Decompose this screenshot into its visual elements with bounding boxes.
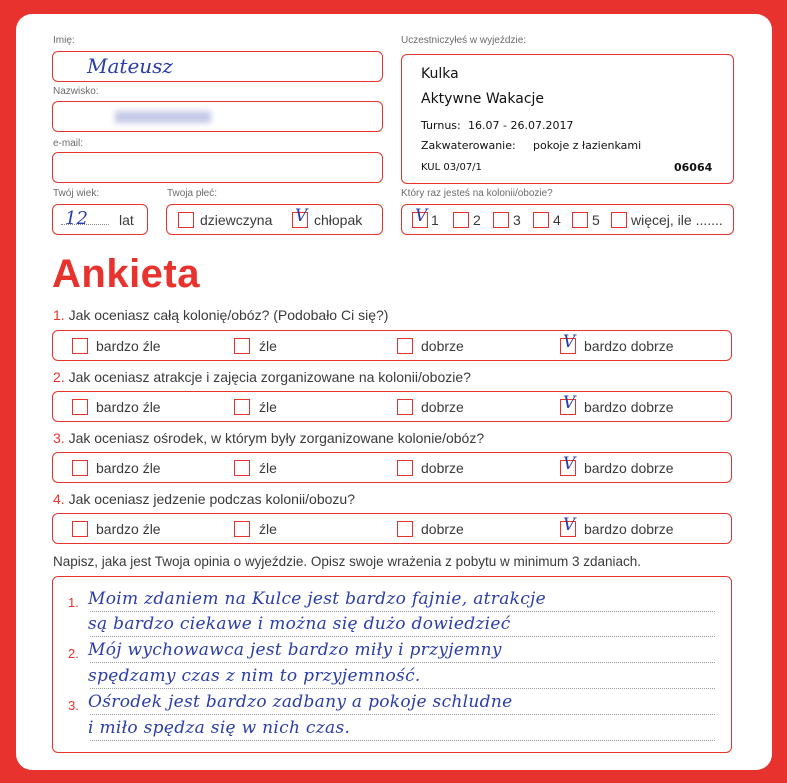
- q1-dobrze-label: dobrze: [421, 338, 464, 354]
- q2-bardzo-zle-checkbox[interactable]: [72, 399, 88, 415]
- times-label: Który raz jesteś na kolonii/obozie?: [401, 188, 553, 199]
- q3-bardzo-dobrze-label: bardzo dobrze: [584, 460, 674, 476]
- trip-code: KUL 03/07/1: [421, 162, 482, 173]
- question-3-answers: [52, 452, 732, 483]
- turnus-value: 16.07 - 26.07.2017: [468, 119, 574, 132]
- times-5-label: 5: [592, 212, 600, 228]
- question-4: [53, 491, 355, 507]
- essay-line-1: Moim zdaniem na Kulce jest bardzo fajnie, atrakcje: [88, 589, 546, 609]
- times-3-checkbox[interactable]: [493, 212, 509, 228]
- survey-title: Ankieta: [52, 252, 200, 296]
- essay-line-5: Ośrodek jest bardzo zadbany a pokoje schludne: [88, 692, 513, 712]
- q1-zle-checkbox[interactable]: [234, 338, 250, 354]
- accommodation-value: pokoje z łazienkami: [533, 139, 642, 152]
- q3-bardzo-dobrze-checkbox[interactable]: [560, 454, 576, 476]
- question-4-answers: [52, 513, 732, 544]
- q2-bardzo-dobrze-checkbox[interactable]: [560, 393, 576, 415]
- age-unit: lat: [119, 212, 134, 228]
- q2-tick: V: [563, 393, 576, 413]
- question-2-number: 2.: [53, 369, 65, 385]
- last-name-field[interactable]: [52, 101, 383, 132]
- trip-label: Uczestniczyłeś w wyjeździe:: [401, 35, 527, 46]
- gender-girl-checkbox[interactable]: [178, 212, 194, 228]
- q1-tick: V: [563, 332, 576, 352]
- q2-zle-label: źle: [259, 399, 277, 415]
- email-label: e-mail:: [53, 138, 84, 149]
- q2-dobrze-checkbox[interactable]: [397, 399, 413, 415]
- q1-dobrze-checkbox[interactable]: [397, 338, 413, 354]
- q4-bardzo-dobrze-checkbox[interactable]: [560, 515, 576, 537]
- q2-bardzo-dobrze-label: bardzo dobrze: [584, 399, 674, 415]
- accommodation-label: Zakwaterowanie:: [421, 139, 516, 152]
- question-1-number: 1.: [53, 307, 65, 323]
- q1-bardzo-dobrze-label: bardzo dobrze: [584, 338, 674, 354]
- times-field: [401, 204, 734, 235]
- q1-bardzo-zle-label: bardzo źle: [96, 338, 161, 354]
- trip-number: 06064: [674, 161, 713, 174]
- times-1-label: 1: [431, 212, 439, 228]
- times-4-checkbox[interactable]: [533, 212, 549, 228]
- q3-dobrze-checkbox[interactable]: [397, 460, 413, 476]
- essay-rule-5: [90, 714, 715, 715]
- email-field[interactable]: [52, 152, 383, 183]
- question-4-number: 4.: [53, 491, 65, 507]
- q4-bardzo-zle-checkbox[interactable]: [72, 521, 88, 537]
- gender-boy-label: chłopak: [314, 212, 363, 228]
- q4-bardzo-zle-label: bardzo źle: [96, 521, 161, 537]
- q4-tick: V: [563, 515, 576, 535]
- age-field[interactable]: [52, 204, 148, 235]
- gender-label: Twoja płeć:: [167, 188, 218, 199]
- question-4-text: Jak oceniasz jedzenie podczas kolonii/obozu?: [68, 491, 355, 507]
- q1-zle-label: źle: [259, 338, 277, 354]
- times-3-label: 3: [513, 212, 521, 228]
- essay-rule-3: [90, 662, 715, 663]
- age-value: 12: [65, 208, 88, 229]
- first-name-label: Imię:: [53, 35, 75, 46]
- essay-rule-1: [90, 611, 715, 612]
- essay-rule-6: [90, 740, 715, 741]
- q4-bardzo-dobrze-label: bardzo dobrze: [584, 521, 674, 537]
- times-4-label: 4: [553, 212, 561, 228]
- times-1-tick: V: [415, 206, 428, 226]
- q2-zle-checkbox[interactable]: [234, 399, 250, 415]
- q3-zle-label: źle: [259, 460, 277, 476]
- essay-number-3: 3.: [68, 698, 79, 713]
- question-3-number: 3.: [53, 430, 65, 446]
- gender-boy-checkbox[interactable]: [292, 206, 308, 228]
- last-name-label: Nazwisko:: [53, 86, 99, 97]
- essay-line-4: spędzamy czas z nim to przyjemność.: [88, 666, 421, 686]
- times-more-label: więcej, ile .......: [631, 212, 723, 228]
- essay-rule-2: [90, 636, 715, 637]
- first-name-value: Mateusz: [87, 54, 173, 78]
- question-1-text: Jak oceniasz całą kolonię/obóz? (Podobało Ci się?): [68, 307, 389, 323]
- q3-tick: V: [563, 454, 576, 474]
- turnus-label: Turnus:: [421, 119, 461, 132]
- times-5-checkbox[interactable]: [572, 212, 588, 228]
- question-2-text: Jak oceniasz atrakcje i zajęcia zorganizowane na kolonii/obozie?: [68, 369, 471, 385]
- times-1-checkbox[interactable]: [412, 206, 428, 228]
- q4-zle-label: źle: [259, 521, 277, 537]
- question-1-answers: [52, 330, 732, 361]
- times-2-checkbox[interactable]: [453, 212, 469, 228]
- gender-boy-tick: V: [295, 206, 308, 226]
- question-3-text: Jak oceniasz ośrodek, w którym były zorganizowane kolonie/obóz?: [68, 430, 485, 446]
- essay-line-2: są bardzo ciekawe i można się dużo dowiedzieć: [88, 614, 511, 634]
- essay-line-6: i miło spędza się w nich czas.: [88, 718, 351, 738]
- times-2-label: 2: [473, 212, 481, 228]
- question-3: [53, 430, 484, 446]
- q4-dobrze-label: dobrze: [421, 521, 464, 537]
- q1-bardzo-zle-checkbox[interactable]: [72, 338, 88, 354]
- q2-dobrze-label: dobrze: [421, 399, 464, 415]
- trip-stamp: [401, 54, 734, 184]
- q1-bardzo-dobrze-checkbox[interactable]: [560, 332, 576, 354]
- q2-bardzo-zle-label: bardzo źle: [96, 399, 161, 415]
- q3-bardzo-zle-label: bardzo źle: [96, 460, 161, 476]
- essay-line-3: Mój wychowawca jest bardzo miły i przyjemny: [88, 640, 502, 660]
- question-2-answers: [52, 391, 732, 422]
- q3-zle-checkbox[interactable]: [234, 460, 250, 476]
- trip-line1: Kulka: [421, 66, 459, 82]
- age-label: Twój wiek:: [53, 188, 100, 199]
- q4-dobrze-checkbox[interactable]: [397, 521, 413, 537]
- first-name-field[interactable]: [52, 51, 383, 82]
- essay-number-2: 2.: [68, 646, 79, 661]
- q4-zle-checkbox[interactable]: [234, 521, 250, 537]
- opinion-prompt: Napisz, jaka jest Twoja opinia o wyjeździe. Opisz swoje wrażenia z pobytu w minimum 3 zdaniach.: [53, 554, 642, 569]
- essay-number-1: 1.: [68, 595, 79, 610]
- gender-field: [166, 204, 383, 235]
- q3-bardzo-zle-checkbox[interactable]: [72, 460, 88, 476]
- redacted-last-name: [115, 111, 211, 123]
- trip-line2: Aktywne Wakacje: [421, 91, 545, 107]
- gender-girl-label: dziewczyna: [200, 212, 273, 228]
- times-more-checkbox[interactable]: [611, 212, 627, 228]
- question-1: [53, 307, 388, 323]
- question-2: [53, 369, 471, 385]
- essay-rule-4: [90, 688, 715, 689]
- q3-dobrze-label: dobrze: [421, 460, 464, 476]
